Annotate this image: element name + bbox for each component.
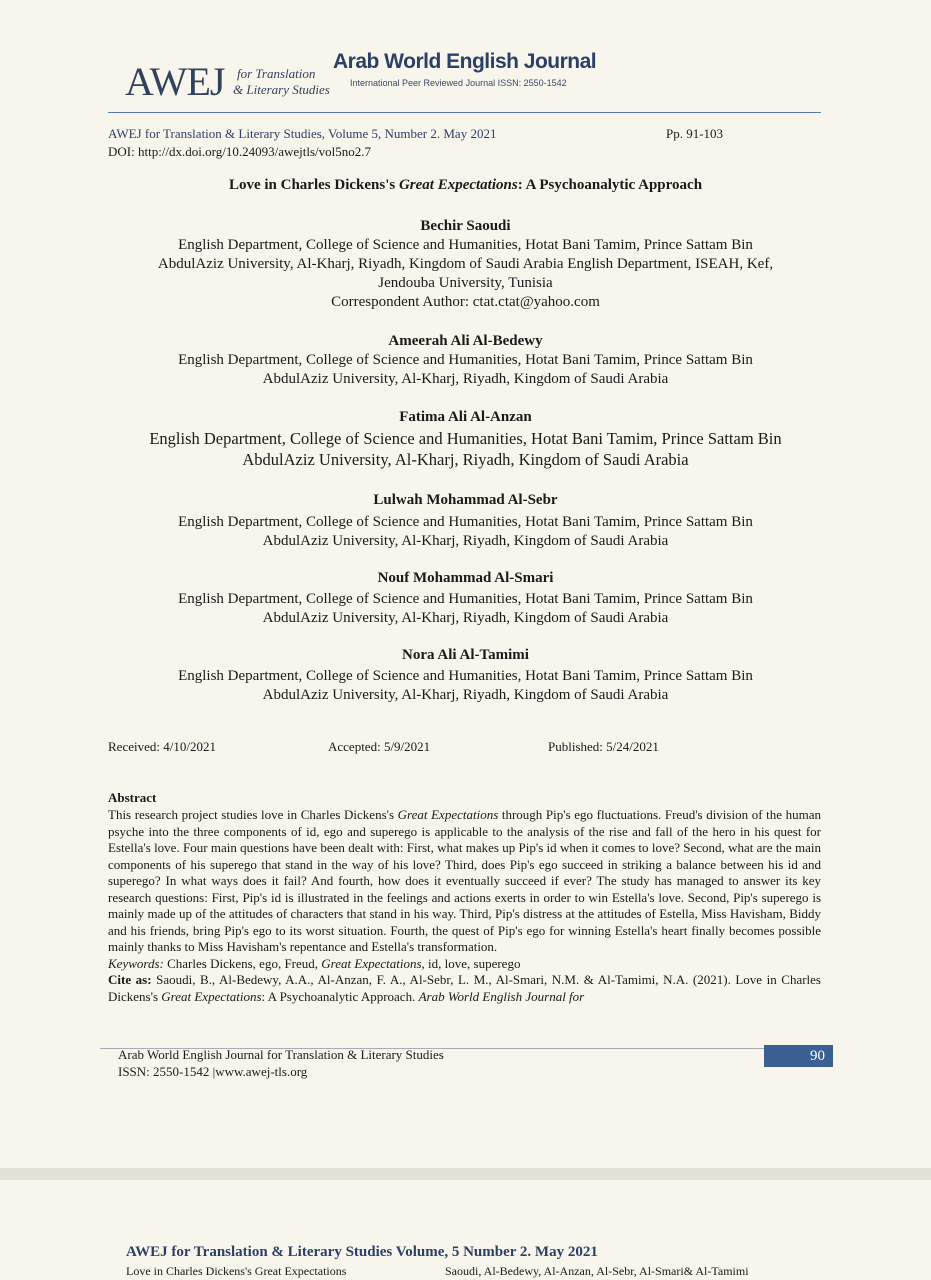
page-number: 90 xyxy=(764,1045,833,1067)
logo-awej-text: AWEJ xyxy=(125,59,225,104)
author-affiliation: English Department, College of Science and Humanities, Hotat Bani Tamim, Prince Sattam Bin AbdulAziz University, Al-Kharj, Riyadh, Kingdom of Saudi Arabia xyxy=(178,352,753,387)
footer-journal: Arab World English Journal for Translation & Literary Studies xyxy=(118,1047,444,1062)
author-affiliation: English Department, College of Science and Humanities, Hotat Bani Tamim, Prince Sattam Bin AbdulAziz University, Al-Kharj, Riyadh, Kingdom of Saudi Arabia xyxy=(149,429,782,469)
page-range: Pp. 91-103 xyxy=(666,126,724,141)
abstract-text: This research project studies love in Charles Dickens's Great Expectations through Pip's ego fluctuations. Freud's division of the human psyche into the three components of id, ego and superego is applicable to the analysis of the rise and fall of the hero in his quest for Estella's love. Four main questions have been dealt with: First, what makes up Pip's id when it comes to love? Second, what are the main components of his superego that stand in the way of his love? Third, does Pip's ego succeed in striking a balance between his id and superego? In what ways does it fail? And fourth, how does it eventually succeed if ever? The study has managed to answer its key research questions: First, Pip's id is illustrated in the feelings and actions exerts in order to win Estella's love. Second, Pip's superego is mainly made up of the attitudes of characters that stand in his way. Third, Pip's distress at the attitudes of Estella, Miss Havisham, Biddy and his friends, bring Pip's ego to its worst situation. Fourth, the quest of Pip's ego for winning Estella's heart finally becomes possible mainly thanks to Miss Havisham's repentance and Estella's transformation. xyxy=(108,807,821,954)
article-title: Love in Charles Dickens's Great Expectations: A Psychoanalytic Approach xyxy=(228,177,703,193)
author-affiliation: English Department, College of Science and Humanities, Hotat Bani Tamim, Prince Sattam Bin AbdulAziz University, Al-Kharj, Riyadh, Kingdom of Saudi Arabia English Department, ISEAH, Kef, Jendouba University, Tunisia Correspondent Author: ctat.ctat@yahoo.com xyxy=(100,236,831,312)
author-name: Lulwah Mohammad Al-Sebr xyxy=(373,492,558,508)
doi-link[interactable]: DOI: http://dx.doi.org/10.24093/awejtls/vol5no2.7 xyxy=(108,144,372,159)
citation-line: AWEJ for Translation & Literary Studies, Volume 5, Number 2. May 2021 xyxy=(108,126,497,141)
author-affiliation: English Department, College of Science and Humanities, Hotat Bani Tamim, Prince Sattam Bin AbdulAziz University, Al-Kharj, Riyadh, Kingdom of Saudi Arabia xyxy=(178,591,753,626)
logo-for-text: for Translation xyxy=(237,66,316,81)
author-name: Ameerah Ali Al-Bedewy xyxy=(388,333,543,349)
author-name: Nouf Mohammad Al-Smari xyxy=(377,570,554,586)
accepted-date: Accepted: 5/9/2021 xyxy=(328,739,431,754)
author-name: Nora Ali Al-Tamimi xyxy=(402,647,529,663)
cite-as: Cite as: Saoudi, B., Al-Bedewy, A.A., Al-Anzan, F. A., Al-Sebr, L. M., Al-Smari, N.M. & Al-Tamimi, N.A. (2021). Love in Charles Dickens's Great Expectations: A Psychoanalytic Approach. Arab World English Journal for xyxy=(108,972,821,1004)
awej-logo xyxy=(125,58,335,106)
page2-running-title: Love in Charles Dickens's Great Expectations xyxy=(126,1264,347,1278)
author-name: Bechir Saoudi xyxy=(420,218,511,234)
page2-header-title: AWEJ for Translation & Literary Studies Volume, 5 Number 2. May 2021 xyxy=(126,1244,598,1260)
journal-subtitle: International Peer Reviewed Journal ISSN: 2550-1542 xyxy=(350,78,567,88)
author-name: Fatima Ali Al-Anzan xyxy=(399,409,532,425)
logo-literary-text: & Literary Studies xyxy=(233,82,330,97)
published-date: Published: 5/24/2021 xyxy=(548,739,659,754)
journal-title: Arab World English Journal xyxy=(333,50,597,73)
abstract-heading: Abstract xyxy=(108,790,157,805)
abstract-body xyxy=(108,807,821,1005)
author-affiliation: English Department, College of Science and Humanities, Hotat Bani Tamim, Prince Sattam Bin AbdulAziz University, Al-Kharj, Riyadh, Kingdom of Saudi Arabia xyxy=(178,668,753,703)
header-rule xyxy=(108,112,821,113)
page-gap xyxy=(0,1168,931,1180)
page2-running-authors: Saoudi, Al-Bedewy, Al-Anzan, Al-Sebr, Al-Smari& Al-Tamimi xyxy=(445,1264,749,1278)
keywords: Keywords: Charles Dickens, ego, Freud, Great Expectations, id, love, superego xyxy=(108,955,521,971)
received-date: Received: 4/10/2021 xyxy=(108,739,216,754)
author-affiliation: English Department, College of Science and Humanities, Hotat Bani Tamim, Prince Sattam Bin AbdulAziz University, Al-Kharj, Riyadh, Kingdom of Saudi Arabia xyxy=(178,514,753,549)
footer-issn[interactable]: ISSN: 2550-1542 |www.awej-tls.org xyxy=(118,1064,308,1079)
correspondent-email[interactable]: Correspondent Author: ctat.ctat@yahoo.com xyxy=(331,294,600,310)
